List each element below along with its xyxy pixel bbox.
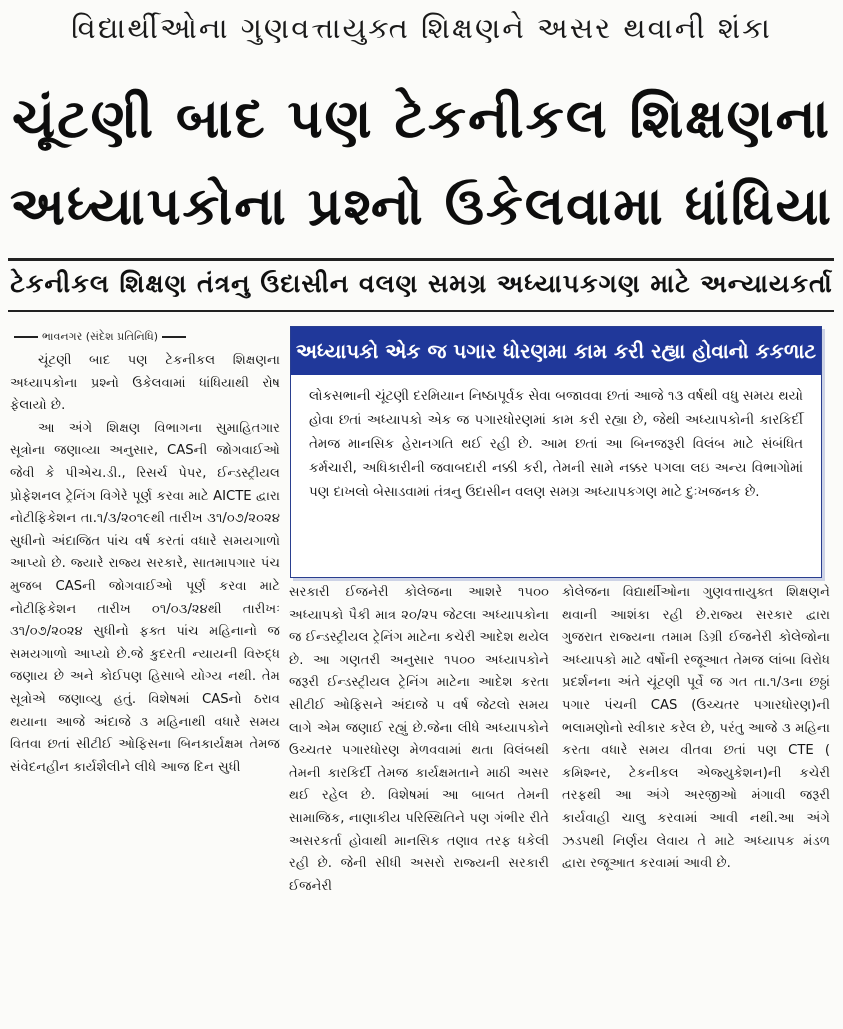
highlight-box — [290, 326, 822, 578]
kicker-headline: વિદ્યાર્થીઓના ગુણવત્તાયુક્ત શિક્ષણને અસર થવાની શંકા — [71, 11, 772, 45]
divider-top — [8, 258, 834, 261]
divider-bottom — [8, 310, 834, 312]
main-headline-line-2: અધ્યાપકોના પ્રશ્નો ઉકેલવામા ધાંધિયા — [10, 177, 833, 237]
column-1-paragraph-2: આ અંગે શિક્ષણ વિભાગના સુમાહિતગાર સૂત્રોના જણાવ્યા અનુસાર, CASની જોગવાઈઓ જેવી કે પીએચ.ડી., રિસર્ચ પેપર, ઈન્ડસ્ટ્રીયલ પ્રોફેશનલ ટ્રેનિંગ વિગેરે પૂર્ણ કરવા માટે AICTE દ્વારા નોટીફિકેશન તા.૧/૩/૨૦૧૯થી તારીખ ૩૧/૦૭/૨૦૨૪ સુધીનો અંદાજિત પાંચ વર્ષ કરતાં વધારે સમયગાળો આપ્યો છે. જ્યારે રાજ્ય સરકારે, સાતમાપગાર પંચ મુજબ CASની જોગવાઈઓ પૂર્ણ કરવા માટે નોટીફિકેશન તારીખ ૦૧/૦૩/૨૪થી તારીખઃ ૩૧/૦૭/૨૦૨૪ સુધીનો ફક્ત પાંચ મહિનાનો જ સમયગાળો આપ્યો છે.જે કુદરતી ન્યાયની વિરુદ્ધ જણાય છે અને કોઈપણ હિસાબે યોગ્ય નથી. તેમ સૂત્રોએ જણાવ્યુ હતું. વિશેષમાં CASનો ઠરાવ થયાના આજે અંદાજે ૩ મહિનાથી વધારે સમય વિતવા છતાં સીટીઈ ઓફિસના બિનકાર્યક્ષમ તેમજ સંવેદનહીન કાર્યશૈલીને લીધે આજ દિન સુધી — [10, 420, 280, 775]
byline-rule — [162, 336, 186, 338]
byline — [10, 326, 280, 348]
highlight-box-body — [309, 385, 803, 505]
column-2-paragraph-1: સરકારી ઈજનેરી કોલેજના આશરે ૧૫૦૦ અધ્યાપકો પૈકી માત્ર ૨૦/૨૫ જેટલા અધ્યાપકોના જ ઈન્ડસ્ટ્રીયલ ટ્રેનિંગ માટેના કચેરી આદેશ થયેલ છે. આ ગણતરી અનુસાર ૧૫૦૦ અધ્યાપકોને જરૂરી ઈન્ડસ્ટ્રીયલ ટ્રેનિંગ માટેના આદેશ કરતા સીટીઈ ઓફિસને અંદાજે ૫ વર્ષ જેટલો સમય લાગે એમ જણાઈ રહ્યું છે.જેના લીધે અધ્યાપકોને ઉચ્ચતર પગારધોરણ મેળવવામાં થતા વિલંબથી તેમની કારકિર્દી તેમજ કાર્યક્ષમતાને માઠી અસર થઈ રહેલ છે. વિશેષમાં આ બાબત તેમની સામાજિક, નાણાકીય પરિસ્થિતિને પણ ગંભીર રીતે અસરકર્તા હોવાથી માનસિક તણાવ તરફ ધકેલી રહી છે. જેની સીધી અસરો રાજ્યની સરકારી ઈજનેરી — [289, 585, 549, 894]
subheadline: ટેકનીકલ શિક્ષણ તંત્રનુ ઉદાસીન વલણ સમગ્ર અધ્યાપકગણ માટે અન્યાયકર્તા — [10, 269, 833, 298]
byline-rule — [14, 336, 38, 338]
main-headline-line-1: ચૂંટણી બાદ પણ ટેકનીકલ શિક્ષણના — [11, 87, 832, 150]
article-column-3 — [562, 582, 830, 1028]
article-column-2 — [289, 582, 549, 1028]
highlight-box-text: લોકસભાની ચૂંટણી દરમિયાન નિષ્ઠાપૂર્વક સેવા બજાવવા છતાં આજે ૧૩ વર્ષથી વધુ સમય થયો હોવા છતાં અધ્યાપકો એક જ પગારધોરણમાં કામ કરી રહ્યા છે, જેથી અધ્યાપકોની કારકિર્દી તેમજ માનસિક હેરાનગતિ થઈ રહી છે. આમ છતાં આ બિનજરૂરી વિલંબ માટે સંબંધિત કર્મચારી, અધિકારીની જવાબદારી નક્કી કરી, તેમની સામે નક્કર પગલા લઇ અન્ય વિભાગોમાં પણ દાખલો બેસાડવામાં તંત્રનુ ઉદાસીન વલણ સમગ્ર અધ્યાપકગણ માટે દુઃખજનક છે. — [309, 389, 803, 500]
byline-text: ભાવનગર (સંદેશ પ્રતિનિધિ) — [42, 330, 159, 343]
article-column-1 — [10, 350, 280, 1028]
column-3-paragraph-1: કોલેજના વિદ્યાર્થીઓના ગુણવત્તાયુક્ત શિક્ષણને થવાની આશંકા રહી છે.રાજ્ય સરકાર દ્વારા ગુજરાત રાજ્યના તમામ ડિગ્રી ઈજનેરી કોલેજોના અધ્યાપકો માટે વર્ષોની રજૂઆત તેમજ લાંબા વિરોધ પ્રદર્શનના અંતે ચૂંટણી પૂર્વે જ ગત તા.૧/૩ના છઠ્ઠાં પગાર પંચની CAS (ઉચ્ચતર પગારધોરણ)ની ભલામણોનો સ્વીકાર કરેલ છે, પરંતુ આજે ૩ મહિના કરતા વધારે સમય વીતવા છતાં પણ CTE ( કમિશ્નર, ટેકનીકલ એજ્યુકેશન)ની કચેરી તરફથી આ અંગે અરજીઓ મંગાવી જરૂરી કાર્યવાહી ચાલુ કરવામાં આવી નથી.આ અંગે ઝડપથી નિર્ણય લેવાય તે માટે અધ્યાપક મંડળ દ્વારા રજૂઆત કરવામાં આવી છે. — [562, 585, 830, 872]
column-1-paragraph-1: ચૂંટણી બાદ પણ ટેકનીકલ શિક્ષણના અધ્યાપકોના પ્રશ્નો ઉકેલવામાં ધાંધિયાથી રોષ ફેલાયો છે. — [10, 353, 280, 414]
highlight-box-title: અધ્યાપકો એક જ પગાર ધોરણમા કામ કરી રહ્યા હોવાનો કકળાટ — [291, 327, 821, 375]
